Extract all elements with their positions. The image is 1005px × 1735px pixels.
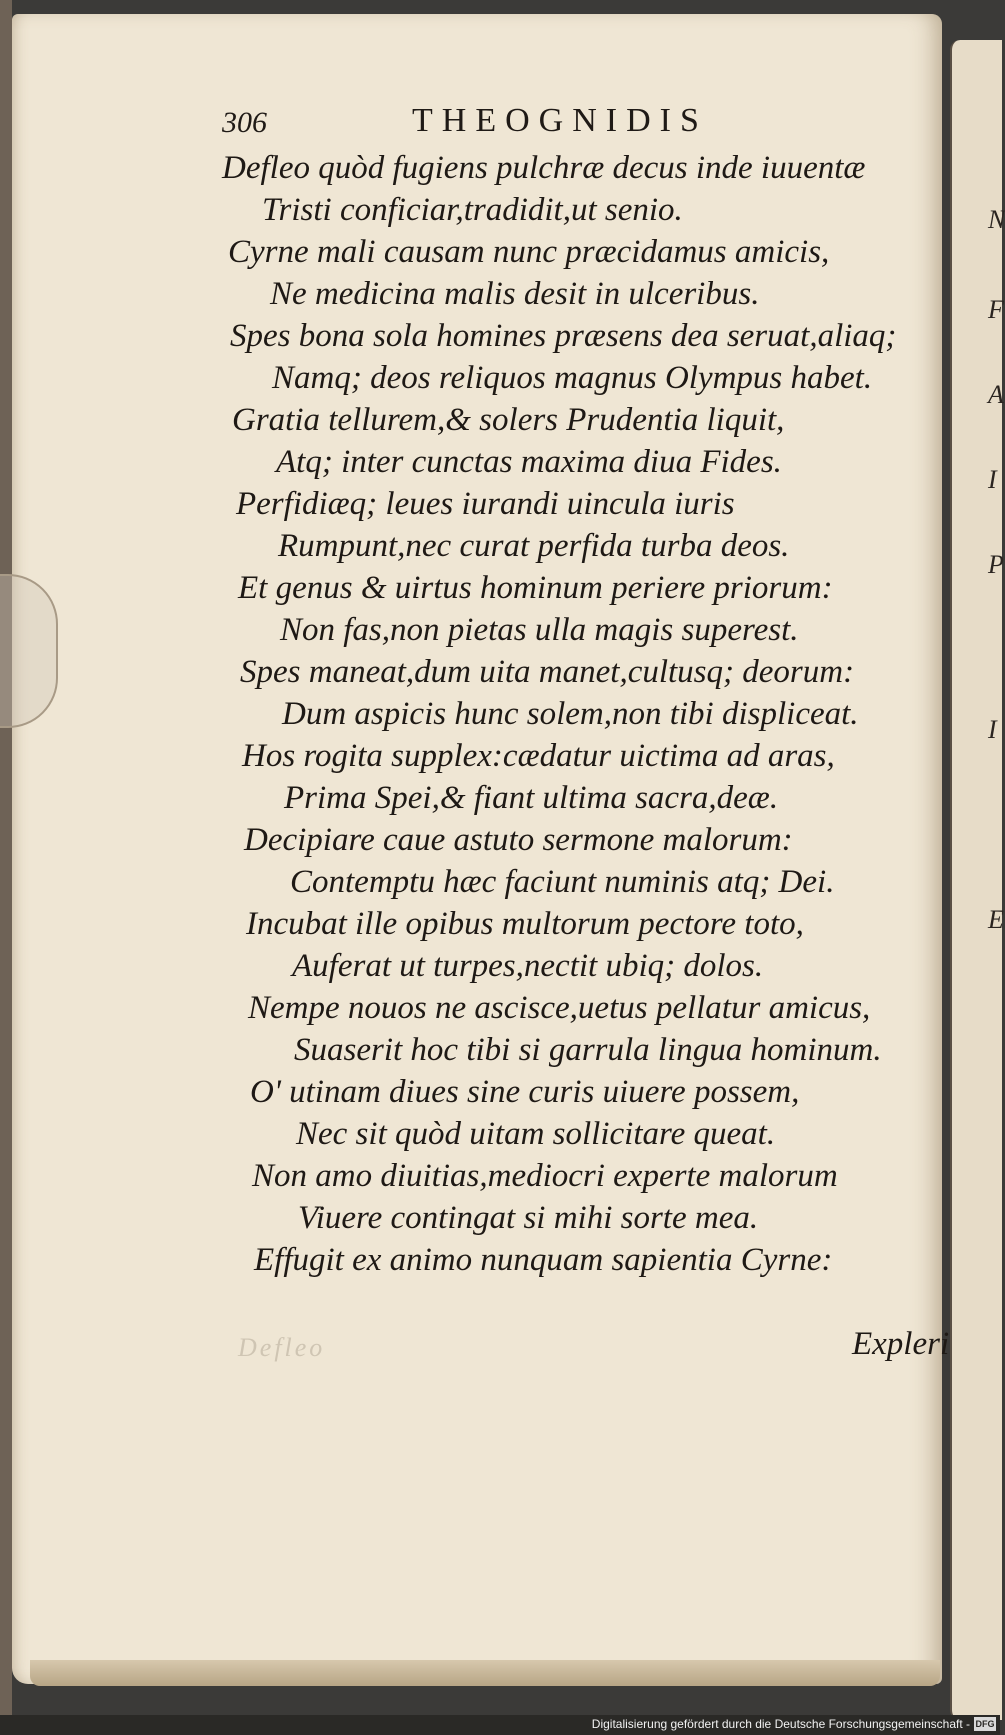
verse-line: Incubat ille opibus multorum pectore toto,: [246, 906, 804, 942]
verse-line: Dum aspicis hunc solem,non tibi displiceat.: [282, 696, 859, 732]
facing-letter: P: [988, 550, 1004, 579]
verse-line: Tristi conficiar,tradidit,ut senio.: [262, 192, 683, 228]
facing-letter: E: [988, 905, 1004, 934]
verse-line: Nempe nouos ne ascisce,uetus pellatur amicus,: [248, 990, 871, 1026]
dfg-logo: DFG: [975, 1719, 995, 1729]
verse-line: Auferat ut turpes,nectit ubiq; dolos.: [292, 948, 764, 984]
verse-line: Ne medicina malis desit in ulceribus.: [270, 276, 760, 312]
facing-letter: A: [988, 380, 1004, 409]
page-number: 306: [222, 106, 267, 139]
verse-line: Viuere contingat si mihi sorte mea.: [298, 1200, 759, 1236]
verse-line: Gratia tellurem,& solers Prudentia liquit,: [232, 402, 785, 438]
verse-line: Prima Spei,& fiant ultima sacra,deæ.: [284, 780, 779, 816]
verse-line: Effugit ex animo nunquam sapientia Cyrne:: [254, 1242, 833, 1278]
verse-line: Decipiare caue astuto sermone malorum:: [244, 822, 793, 858]
footer-credit: Digitalisierung gefördert durch die Deutsche Forschungsgemeinschaft -: [591, 1717, 970, 1731]
facing-letter: F: [988, 295, 1004, 324]
verse-line: Hos rogita supplex:cædatur uictima ad aras,: [242, 738, 835, 774]
verse-line: Contemptu hæc faciunt numinis atq; Dei.: [290, 864, 835, 900]
verse-line: O' utinam diues sine curis uiuere possem,: [250, 1074, 800, 1110]
verse-line: Atq; inter cunctas maxima diua Fides.: [276, 444, 782, 480]
verse-line: Non amo diuitias,mediocri experte malorum: [252, 1158, 838, 1194]
ink-offset-ghost: Defleo: [238, 1333, 326, 1362]
verse-line: Nec sit quòd uitam sollicitare queat.: [296, 1116, 776, 1152]
verse-line: Perfidiæq; leues iurandi uincula iuris: [236, 486, 735, 522]
catchword: Expleri: [852, 1326, 950, 1362]
facing-letter: I: [988, 465, 997, 494]
verse-line: Spes bona sola homines præsens dea seruat,aliaq;: [230, 318, 897, 354]
verse-line: Defleo quòd fugiens pulchræ decus inde iuuentæ: [222, 150, 866, 186]
verse-line: Spes maneat,dum uita manet,cultusq; deorum:: [240, 654, 855, 690]
verse-line: Namq; deos reliquos magnus Olympus habet.: [272, 360, 873, 396]
footer-bar: [0, 1715, 1000, 1735]
facing-letter: N: [988, 205, 1005, 234]
verse-line: Rumpunt,nec curat perfida turba deos.: [278, 528, 790, 564]
running-title: THEOGNIDIS: [412, 102, 708, 139]
facing-letter: I: [988, 715, 997, 744]
verse-line: Suaserit hoc tibi si garrula lingua hominum.: [294, 1032, 882, 1068]
verse-line: Non fas,non pietas ulla magis superest.: [280, 612, 799, 648]
verse-line: Cyrne mali causam nunc præcidamus amicis,: [228, 234, 830, 270]
verse-line: Et genus & uirtus hominum periere priorum:: [238, 570, 833, 606]
